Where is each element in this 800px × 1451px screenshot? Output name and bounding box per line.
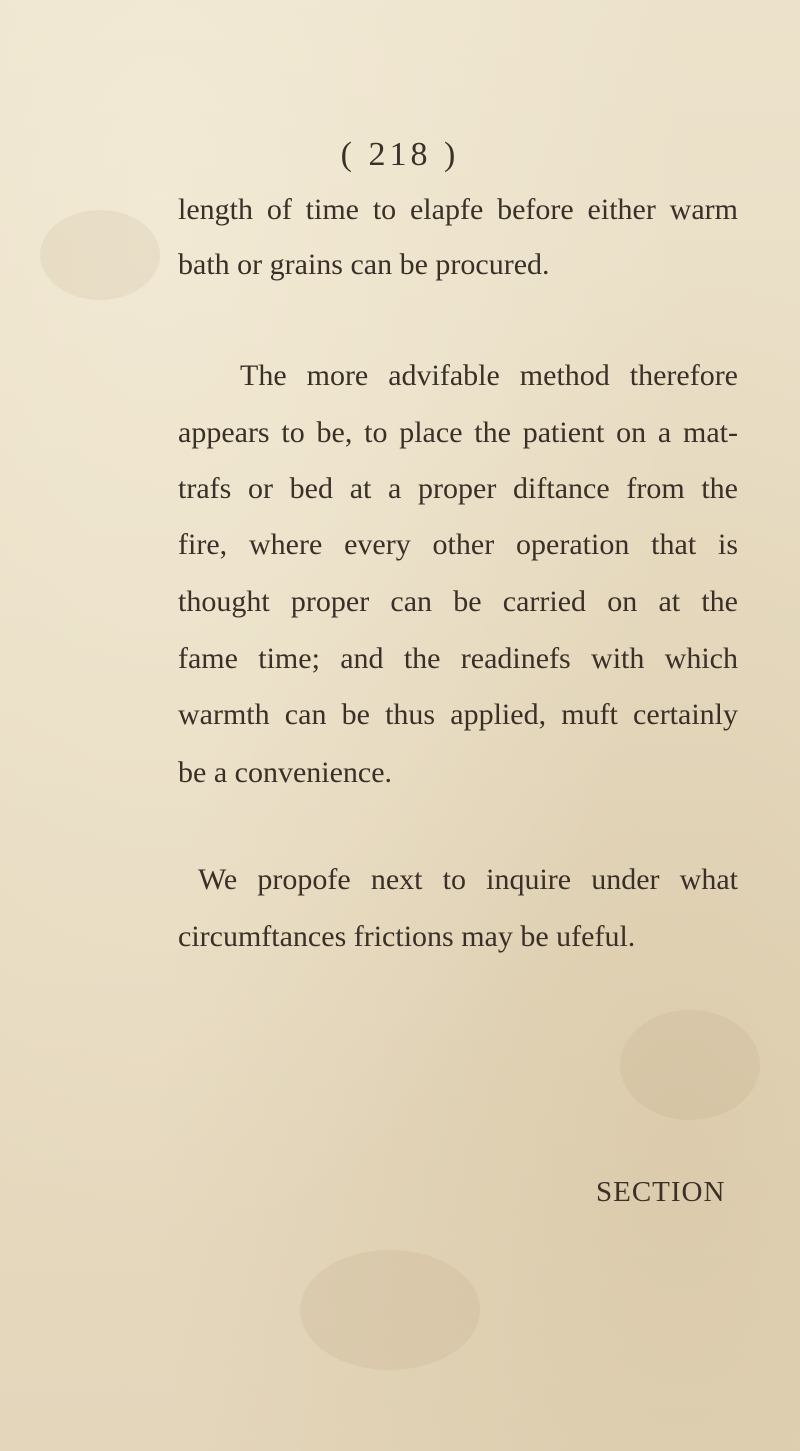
text-line: warmth can be thus applied, muft certainly [178,698,738,731]
text-line: The more advifable method therefore [240,359,738,392]
text-line: fame time; and the readinefs with which [178,642,738,675]
text-line: circumftances frictions may be ufeful. [178,920,636,953]
page-number-header: ( 218 ) [340,136,460,173]
text-line: length of time to elapfe before either warm [178,193,738,226]
text-line: appears to be, to place the patient on a mat- [178,416,738,449]
text-line: trafs or bed at a proper diftance from the [178,472,738,505]
catchword: SECTION [596,1176,726,1208]
paper-stain [300,1250,480,1370]
paper-stain [40,210,160,300]
text-line: thought proper can be carried on at the [178,585,738,618]
text-line: bath or grains can be procured. [178,248,550,281]
text-line: We propofe next to inquire under what [198,863,738,896]
paper-stain [620,1010,760,1120]
text-line: fire, where every other operation that is [178,528,738,561]
text-line: be a convenience. [178,756,393,789]
